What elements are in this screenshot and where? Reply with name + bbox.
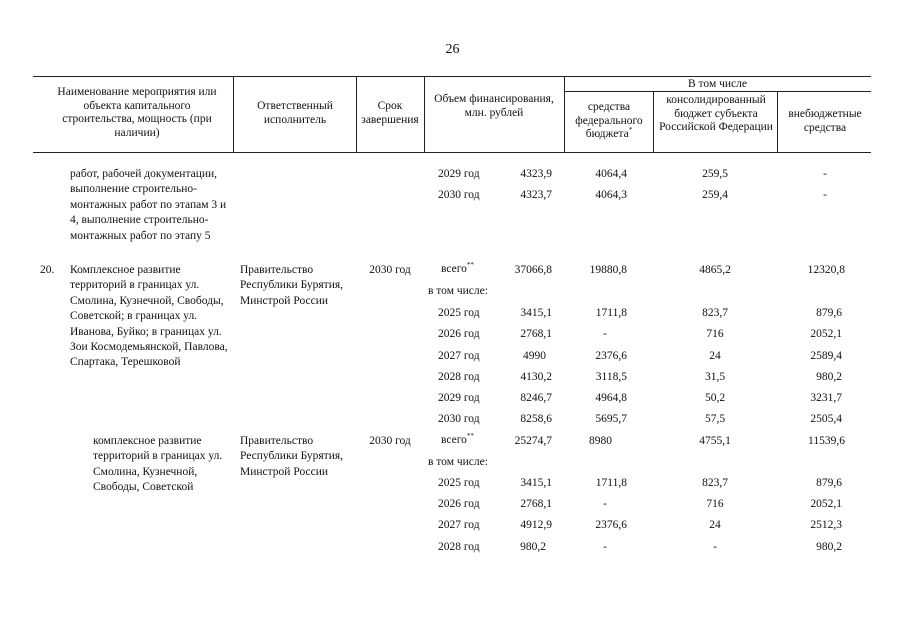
block2-row5-extra: 3231,7 — [810, 392, 842, 404]
block2-row3-year: 2027 год — [438, 350, 480, 362]
block1-row2-extra: - — [823, 189, 827, 201]
block3-deadline: 2030 год — [369, 435, 411, 447]
block2-row6-federal: 5695,7 — [595, 413, 627, 425]
block1-row2-year: 2030 год — [438, 189, 480, 201]
block1-row1-extra: - — [823, 168, 827, 180]
block2-row3-federal: 2376,6 — [595, 350, 627, 362]
block2-row5-year: 2029 год — [438, 392, 480, 404]
block2-executor: Правительство Республики Бурятия, Минстрой России — [240, 264, 344, 307]
block3-including-label: в том числе: — [428, 456, 488, 468]
block3-name: комплексное развитие территорий в границах ул. Смолина, Кузнечной, Свободы, Советской — [93, 435, 223, 494]
block2-row2-extra: 2052,1 — [810, 328, 842, 340]
block1-row2-regional: 259,4 — [702, 189, 728, 201]
header-divider-5 — [653, 91, 654, 152]
block2-row6-extra: 2505,4 — [810, 413, 842, 425]
block3-total-total: 25274,7 — [514, 435, 552, 447]
block3-row2-federal: - — [603, 498, 607, 510]
block2-row3-extra: 2589,4 — [810, 350, 842, 362]
block3-row3-total: 4912,9 — [520, 519, 552, 531]
block2-row3-total: 4990 — [523, 350, 546, 362]
block2-row2-federal: - — [603, 328, 607, 340]
block2-row2-total: 2768,1 — [520, 328, 552, 340]
block2-row1-regional: 823,7 — [702, 307, 728, 319]
block2-total-extra: 12320,8 — [807, 264, 845, 276]
block1-row1-federal: 4064,4 — [595, 168, 627, 180]
header-top-rule — [33, 76, 871, 77]
block2-row1-extra: 879,6 — [816, 307, 842, 319]
block3-row3-year: 2027 год — [438, 519, 480, 531]
header-regional: консолидированный бюджет субъекта Российской Федерации — [659, 94, 773, 133]
block2-total-regional: 4865,2 — [699, 264, 731, 276]
block3-row2-total: 2768,1 — [520, 498, 552, 510]
header-deadline: Срок завершения — [361, 100, 419, 126]
block3-total-regional: 4755,1 — [699, 435, 731, 447]
header-divider-1 — [233, 76, 234, 152]
block2-row6-total: 8258,6 — [520, 413, 552, 425]
header-including: В том числе — [688, 78, 747, 90]
block2-row3-regional: 24 — [709, 350, 721, 362]
block2-total-label — [441, 262, 474, 277]
block3-row3-federal: 2376,6 — [595, 519, 627, 531]
block3-row1-federal: 1711,8 — [595, 477, 627, 489]
block2-deadline: 2030 год — [369, 264, 411, 276]
page-number: 26 — [445, 42, 460, 57]
block3-row4-total: 980,2 — [520, 541, 546, 553]
block2-row2-regional: 716 — [706, 328, 724, 340]
block2-name: Комплексное развитие территорий в границах ул. Смолина, Кузнечной, Свободы, Советской; в границах ул. Иванова, Буйко; в границах ул. Зои Космодемьянской, Павлова, Спартака, Терешковой — [70, 264, 228, 369]
block2-row4-regional: 31,5 — [704, 371, 726, 383]
block2-row5-total: 8246,7 — [520, 392, 552, 404]
block3-row2-regional: 716 — [706, 498, 724, 510]
block3-row1-regional: 823,7 — [702, 477, 728, 489]
block3-row4-federal: - — [603, 541, 607, 553]
block2-total-total: 37066,8 — [514, 264, 552, 276]
block3-row2-extra: 2052,1 — [810, 498, 842, 510]
header-federal-text: средства федерального бюджета — [575, 101, 643, 140]
block2-row4-federal: 3118,5 — [595, 371, 627, 383]
block3-row4-regional: - — [713, 541, 717, 553]
block3-row1-extra: 879,6 — [816, 477, 842, 489]
header-divider-3 — [424, 76, 425, 152]
block2-row5-regional: 50,2 — [704, 392, 726, 404]
block3-total-label-text: всего — [441, 434, 467, 446]
block3-row1-total: 3415,1 — [520, 477, 552, 489]
block3-total-extra: 11539,6 — [808, 435, 845, 447]
block1-row2-federal: 4064,3 — [595, 189, 627, 201]
header-divider-2 — [356, 76, 357, 152]
block3-row3-extra: 2512,3 — [810, 519, 842, 531]
block1-name: работ, рабочей документации, выполнение строительно-монтажных работ по этапам 3 и 4, выполнение строительно-монтажных работ по этапу 5 — [70, 168, 227, 242]
block3-row1-year: 2025 год — [438, 477, 480, 489]
block3-total-mark: ** — [466, 432, 474, 441]
block2-total-label-text: всего — [441, 263, 467, 275]
block2-row4-total: 4130,2 — [520, 371, 552, 383]
header-divider-6 — [777, 91, 778, 152]
header-executor: Ответственный исполнитель — [257, 100, 333, 126]
header-bottom-rule — [33, 152, 871, 153]
block3-row3-regional: 24 — [709, 519, 721, 531]
block3-row4-year: 2028 год — [438, 541, 480, 553]
header-extrabudget: внебюджетные средства — [788, 108, 862, 134]
header-funding: Объем финансирования, млн. рублей — [434, 93, 554, 119]
block3-row2-year: 2026 год — [438, 498, 480, 510]
block2-including-label: в том числе: — [428, 285, 488, 297]
block2-row1-total: 3415,1 — [520, 307, 552, 319]
block2-row6-year: 2030 год — [438, 413, 480, 425]
block1-row1-year: 2029 год — [438, 168, 480, 180]
block3-row4-extra: 980,2 — [816, 541, 842, 553]
block2-row1-federal: 1711,8 — [595, 307, 627, 319]
block2-row1-year: 2025 год — [438, 307, 480, 319]
block2-row4-year: 2028 год — [438, 371, 480, 383]
block2-row2-year: 2026 год — [438, 328, 480, 340]
header-federal — [566, 101, 652, 142]
block1-row1-total: 4323,9 — [520, 168, 552, 180]
block2-row5-federal: 4964,8 — [595, 392, 627, 404]
block2-total-federal: 19880,8 — [589, 264, 627, 276]
block1-row1-regional: 259,5 — [702, 168, 728, 180]
block1-row2-total: 4323,7 — [520, 189, 552, 201]
block2-row4-extra: 980,2 — [816, 371, 842, 383]
block2-total-mark: ** — [466, 261, 474, 270]
block3-total-federal: 8980 — [589, 435, 612, 447]
header-federal-mark: * — [628, 126, 633, 135]
block2-row6-regional: 57,5 — [704, 413, 726, 425]
block3-executor: Правительство Республики Бурятия, Минстрой России — [240, 435, 344, 478]
block3-total-label — [441, 433, 474, 448]
header-name: Наименование мероприятия или объекта капитального строительства, мощность (при наличии) — [57, 86, 217, 139]
block2-number: 20. — [40, 264, 55, 276]
